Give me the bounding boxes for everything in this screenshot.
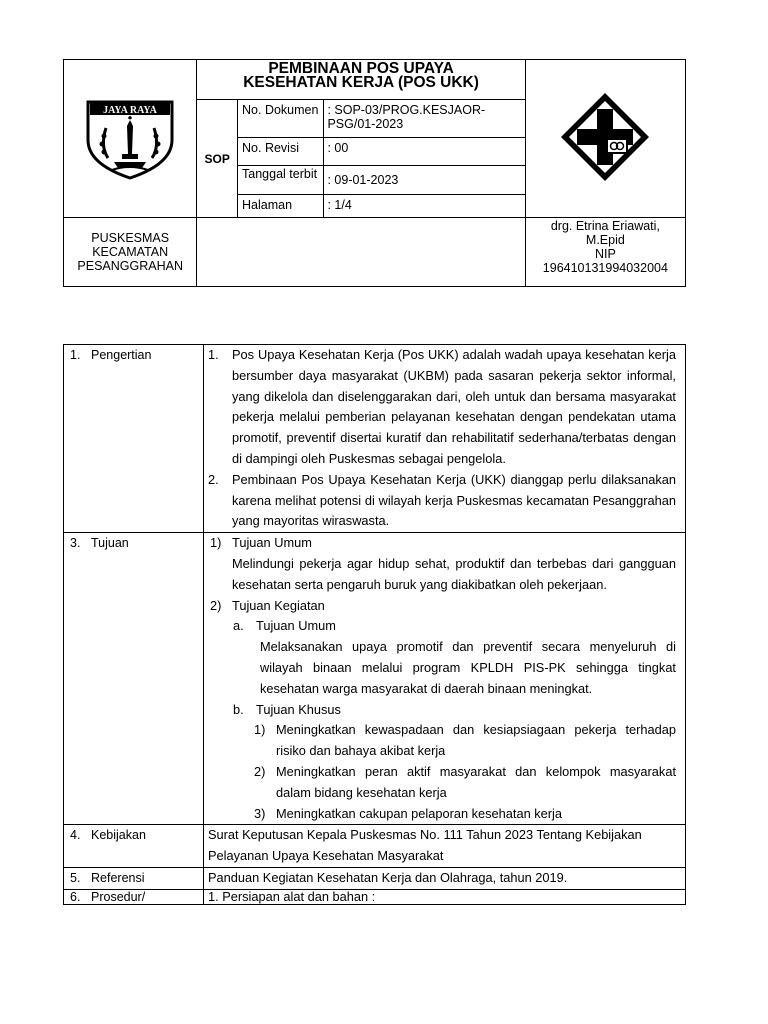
- label-tujuan: [64, 533, 204, 825]
- body-prosedur: 1. Persiapan alat dan bahan :: [204, 889, 686, 904]
- list-item: [208, 762, 676, 804]
- signer-nip-label: NIP: [594, 247, 616, 261]
- list-item-text: Meningkatkan peran aktif masyarakat dan kelompok masyarakat dalam bidang kesehatan kerja: [276, 763, 676, 800]
- signer-name: drg. Etrina Eriawati,: [550, 219, 660, 233]
- label-text: Pengertian: [91, 348, 152, 362]
- list-item-number: 1): [254, 722, 266, 738]
- list-item: [208, 470, 676, 532]
- meta-label-dokumen: No. Dokumen: [238, 100, 324, 138]
- row-prosedur: [64, 889, 686, 904]
- row-tujuan: [64, 533, 686, 825]
- signer-nip: 196410131994032004: [542, 261, 668, 275]
- meta-value-tanggal: : 09-01-2023: [324, 166, 525, 195]
- label-number: 1.: [70, 348, 81, 362]
- jaya-raya-logo: [64, 60, 197, 218]
- list-item-title: Tujuan Khusus: [256, 701, 341, 717]
- title-line-1: PEMBINAAN POS UPAYA: [268, 60, 454, 77]
- list-item-text: Pos Upaya Kesehatan Kerja (Pos UKK) adalah wadah upaya kesehatan kerja bersumber daya masyarakat (UKBM) pada sasaran pekerja sektor informal, yang dikelola dan diselenggarakan dari, oleh untuk dan bersama masyarakat pekerja melalui pemberian pelayanan kesehatan dengan pendekatan utama promotif, preventif disertai kuratif dan rehabilitatif sederhana/terbatas dengan di dampingi oleh Puskesmas sebagai pengelola.: [232, 347, 676, 466]
- sop-label: SOP: [197, 100, 238, 218]
- title-line-2: KESEHATAN KERJA (POS UKK): [243, 74, 479, 91]
- list-item-number: 2): [210, 597, 222, 613]
- list-item-title: Tujuan Kegiatan: [232, 597, 325, 613]
- label-text: Tujuan: [91, 536, 129, 551]
- meta-label-revisi: No. Revisi: [238, 138, 324, 166]
- meta-value-halaman: : 1/4: [324, 195, 525, 218]
- pos-ukk-logo: [525, 60, 685, 218]
- document-title: [197, 60, 525, 100]
- label-prosedur: [64, 889, 204, 904]
- list-item-text: Meningkatkan cakupan pelaporan kesehatan kerja: [276, 805, 562, 821]
- list-item-number: b.: [233, 701, 244, 717]
- meta-value-dokumen: : SOP-03/PROG.KESJAOR-PSG/01-2023: [324, 100, 525, 138]
- label-text: Referensi: [91, 870, 145, 885]
- list-item-title: Tujuan Umum: [232, 535, 312, 551]
- label-text: Kebijakan: [91, 828, 146, 843]
- list-item: [208, 533, 676, 554]
- list-item: [208, 616, 676, 637]
- body-pengertian: [204, 345, 686, 533]
- list-item: [208, 720, 676, 762]
- label-number: 3.: [70, 536, 81, 551]
- row-pengertian: [64, 345, 686, 533]
- org-line-1: PUSKESMAS: [91, 231, 170, 245]
- list-item-number: 1): [210, 535, 222, 551]
- body-kebijakan: Surat Keputusan Kepala Puskesmas No. 111 Tahun 2023 Tentang Kebijakan Pelayanan Upaya Kesehatan Masyarakat: [204, 825, 686, 868]
- label-number: 4.: [70, 828, 81, 843]
- list-item-number: a.: [233, 618, 244, 634]
- signer-block: [525, 218, 685, 287]
- label-number: 5.: [70, 870, 81, 885]
- tujuan-umum-text: Melindungi pekerja agar hidup sehat, produktif dan terbebas dari gangguan kesehatan serta pengaruh buruk yang diakibatkan oleh pekerjaan.: [232, 555, 676, 592]
- signer-title: M.Epid: [585, 233, 625, 247]
- meta-value-revisi: : 00: [324, 138, 525, 166]
- meta-label-tanggal: Tanggal terbit: [238, 166, 324, 195]
- tujuan-kegiatan-umum-text: Melaksanakan upaya promotif dan preventif secara menyeluruh di wilayah binaan melalui program KPLDH PIS-PK sehingga tingkat kesehatan warga masyarakat di daerah binaan meningkat.: [260, 639, 676, 696]
- pos-ukk-emblem-icon: [557, 89, 653, 185]
- list-item-text: Pembinaan Pos Upaya Kesehatan Kerja (UKK) dianggap perlu dilaksanakan karena melihat potensi di wilayah kerja Puskesmas kecamatan Pesanggrahan yang mayoritas wiraswasta.: [232, 471, 676, 529]
- row-referensi: [64, 867, 686, 889]
- list-item-title: Tujuan Umum: [256, 618, 336, 634]
- sop-header-table: [63, 59, 686, 287]
- list-item: [208, 345, 676, 470]
- label-kebijakan: [64, 825, 204, 868]
- body-referensi: Panduan Kegiatan Kesehatan Kerja dan Olahraga, tahun 2019.: [204, 867, 686, 889]
- jaya-raya-crest-icon: [82, 92, 178, 182]
- signature-space: [197, 218, 525, 287]
- label-referensi: [64, 867, 204, 889]
- jaya-raya-logo-text: JAYA RAYA: [103, 105, 158, 116]
- label-pengertian: [64, 345, 204, 533]
- sop-content-table: [63, 344, 686, 905]
- org-line-2: KECAMATAN: [92, 245, 169, 259]
- label-text: Prosedur/: [91, 889, 146, 904]
- list-item-number: 3): [254, 805, 266, 821]
- body-tujuan: [204, 533, 686, 825]
- row-kebijakan: [64, 825, 686, 868]
- org-line-3: PESANGGRAHAN: [77, 259, 183, 273]
- list-item-text: Meningkatkan kewaspadaan dan kesiapsiagaan pekerja terhadap risiko dan bahaya akibat kerja: [276, 722, 676, 759]
- list-item: [208, 700, 676, 721]
- list-item: [208, 596, 676, 617]
- list-item-number: 1.: [208, 347, 219, 362]
- list-item: [208, 804, 676, 825]
- list-item-number: 2.: [208, 471, 219, 487]
- label-number: 6.: [70, 889, 81, 904]
- meta-label-halaman: Halaman: [238, 195, 324, 218]
- organization-name: [64, 218, 197, 287]
- list-item-number: 2): [254, 763, 266, 779]
